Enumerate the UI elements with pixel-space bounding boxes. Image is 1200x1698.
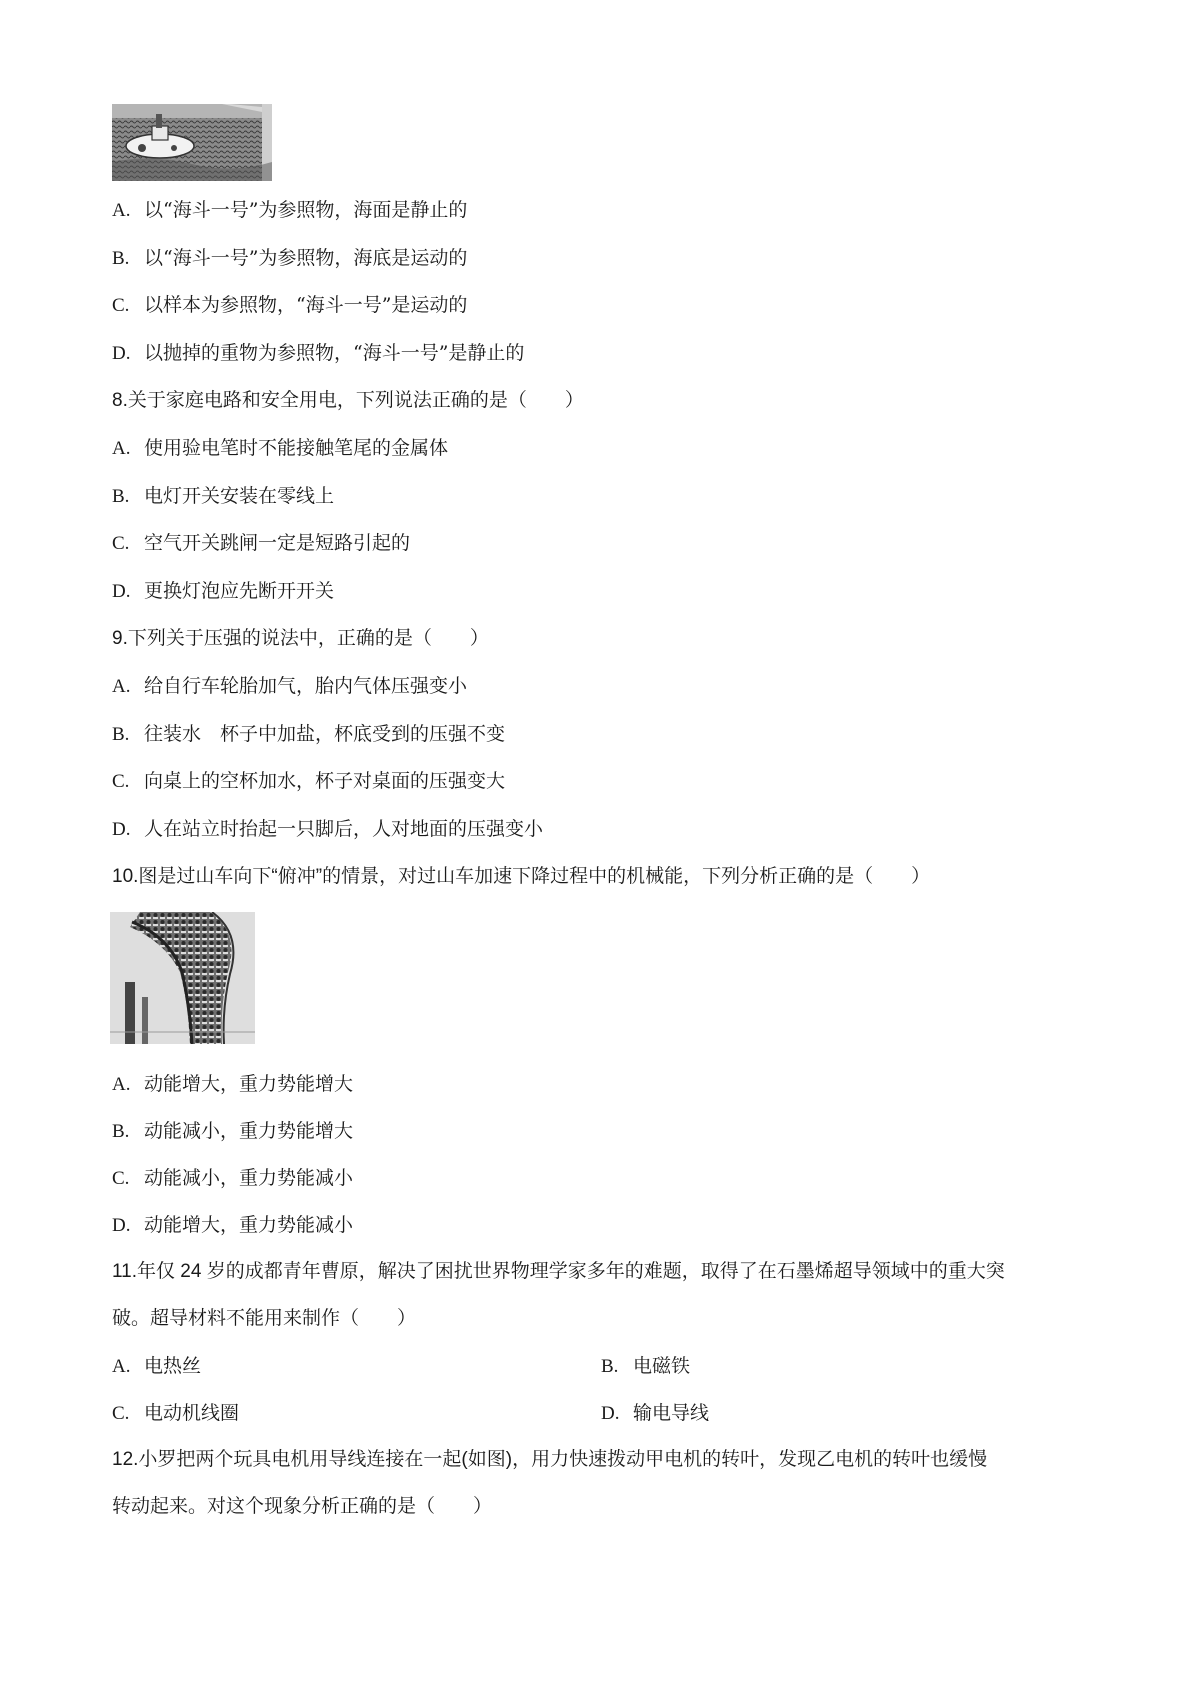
submersible-figure bbox=[112, 104, 272, 181]
q11-option-c: C. 电动机线圈 bbox=[112, 1402, 240, 1424]
q7-option-b: B. 以“海斗一号”为参照物，海底是运动的 bbox=[112, 247, 468, 269]
q8-option-a: A. 使用验电笔时不能接触笔尾的金属体 bbox=[112, 437, 449, 459]
q8-option-d: D. 更换灯泡应先断开开关 bbox=[112, 580, 335, 602]
q12-stem-line2: 转动起来。对这个现象分析正确的是（ ） bbox=[112, 1496, 493, 1517]
q10-option-c: C. 动能减小，重力势能减小 bbox=[112, 1167, 354, 1189]
q9-option-a: A. 给自行车轮胎加气，胎内气体压强变小 bbox=[112, 675, 468, 697]
q9-option-c: C. 向桌上的空杯加水，杯子对桌面的压强变大 bbox=[112, 770, 506, 792]
q8-option-b: B. 电灯开关安装在零线上 bbox=[112, 485, 335, 507]
roller-coaster-figure bbox=[110, 912, 255, 1044]
deep-sea-submersible-icon bbox=[112, 104, 272, 181]
q7-option-d: D. 以抛掉的重物为参照物，“海斗一号”是静止的 bbox=[112, 342, 525, 364]
q10-option-b: B. 动能减小，重力势能增大 bbox=[112, 1120, 354, 1142]
q9-stem: 9.下列关于压强的说法中，正确的是（ ） bbox=[112, 628, 489, 649]
q8-option-c: C. 空气开关跳闸一定是短路引起的 bbox=[112, 532, 411, 554]
q10-option-d: D. 动能增大，重力势能减小 bbox=[112, 1214, 354, 1236]
q12-stem-line1: 12.小罗把两个玩具电机用导线连接在一起(如图)，用力快速拨动甲电机的转叶，发现乙电机的转叶也缓慢 bbox=[112, 1449, 988, 1470]
q7-option-c: C. 以样本为参照物，“海斗一号”是运动的 bbox=[112, 294, 468, 316]
q10-stem: 10.图是过山车向下“俯冲”的情景，对过山车加速下降过程中的机械能，下列分析正确的是（ ） bbox=[112, 866, 931, 887]
q10-option-a: A. 动能增大，重力势能增大 bbox=[112, 1073, 354, 1095]
q7-option-a: A. 以“海斗一号”为参照物，海面是静止的 bbox=[112, 199, 468, 221]
q9-option-d: D. 人在站立时抬起一只脚后，人对地面的压强变小 bbox=[112, 818, 544, 840]
roller-coaster-icon bbox=[110, 912, 255, 1044]
q11-option-a: A. 电热丝 bbox=[112, 1355, 202, 1377]
q11-option-b: B. 电磁铁 bbox=[601, 1355, 691, 1377]
q11-option-d: D. 输电导线 bbox=[601, 1402, 710, 1424]
q11-stem-line2: 破。超导材料不能用来制作（ ） bbox=[112, 1308, 417, 1329]
q9-option-b: B. 往装水 杯子中加盐，杯底受到的压强不变 bbox=[112, 723, 506, 745]
q11-stem-line1: 11.年仅 24 岁的成都青年曹原，解决了困扰世界物理学家多年的难题，取得了在石墨烯超导领域中的重大突 bbox=[112, 1261, 1005, 1282]
q8-stem: 8.关于家庭电路和安全用电，下列说法正确的是（ ） bbox=[112, 390, 584, 411]
